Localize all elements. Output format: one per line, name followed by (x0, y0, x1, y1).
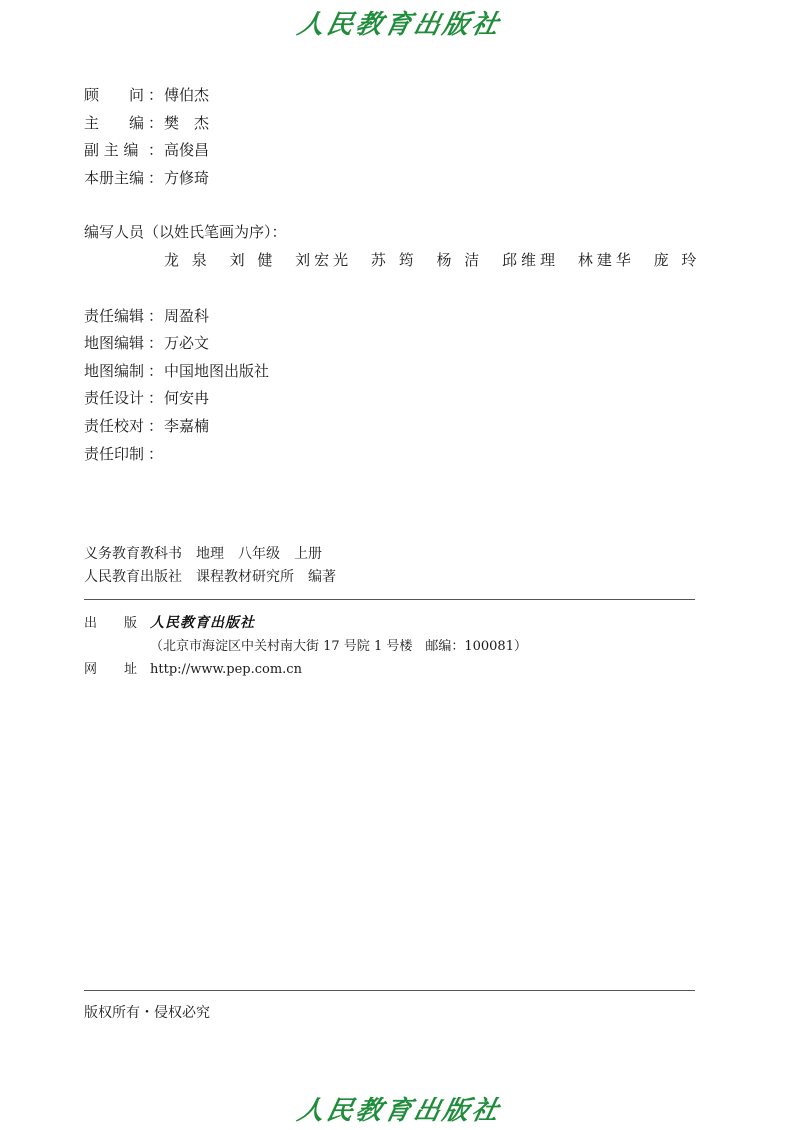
staff-colon: ： (148, 362, 164, 380)
publisher-label-ban: 版 (124, 616, 138, 631)
staff-volume-editor-label: 本册主编 (84, 169, 145, 187)
staff-colon: ： (148, 389, 164, 407)
staff-deputy-editor-name: 高俊昌 (164, 141, 210, 159)
website-url: http://www.pep.com.cn (150, 662, 302, 677)
staff-colon: ： (148, 307, 164, 325)
author-name: 庞 玲 (653, 251, 701, 269)
editor-value: 李嘉楠 (164, 417, 210, 435)
editor-label: 责任编辑 (84, 307, 145, 325)
author-name: 邱维理 (502, 251, 560, 269)
editor-value: 万必文 (164, 334, 210, 352)
publisher-address: （北京市海淀区中关村南大街 17 号院 1 号楼 邮编：100081） (150, 639, 527, 654)
book-author: 人民教育出版社 课程教材研究所 编著 (84, 569, 336, 585)
divider-top (84, 599, 695, 600)
website-label-wang: 网 (84, 662, 98, 677)
editor-label: 责任印制 (84, 445, 145, 463)
copyright-notice: 版权所有・侵权必究 (84, 1005, 210, 1021)
editor-value: 何安冉 (164, 389, 210, 407)
editor-value: 中国地图出版社 (164, 362, 270, 380)
staff-deputy-editor-label: 副 主 编 (84, 141, 139, 159)
editor-value: 周盈科 (164, 307, 210, 325)
staff-colon: ： (148, 417, 164, 435)
editor-label: 责任校对 (84, 417, 145, 435)
staff-advisor-name: 傅伯杰 (164, 86, 210, 104)
author-name: 刘 健 (229, 251, 277, 269)
footer-publisher-logo: 人民教育出版社 (294, 1096, 505, 1126)
book-title: 义务教育教科书 地理 八年级 上册 (84, 546, 322, 562)
authors-list (164, 250, 714, 270)
publisher-label-chu: 出 (84, 616, 98, 631)
staff-chief-editor-name: 樊 杰 (164, 114, 210, 132)
staff-chief-editor-label: 主 编 (84, 114, 145, 132)
editor-label: 责任设计 (84, 389, 145, 407)
staff-colon: ： (148, 141, 164, 159)
staff-colon: ： (148, 169, 164, 187)
editor-label: 地图编辑 (84, 334, 145, 352)
staff-colon: ： (148, 445, 164, 463)
authors-heading: 编写人员（以姓氏笔画为序）： (84, 223, 287, 241)
publisher-name-logo: 人民教育出版社 (150, 615, 255, 631)
author-name: 林建华 (577, 251, 635, 269)
author-name: 刘宏光 (295, 251, 353, 269)
author-name: 苏 筠 (370, 251, 418, 269)
author-name: 杨 洁 (436, 251, 484, 269)
editor-label: 地图编制 (84, 362, 145, 380)
staff-label: 顾 问 (84, 86, 145, 104)
staff-volume-editor-name: 方修琦 (164, 169, 210, 187)
staff-colon: ： (148, 114, 164, 132)
header-publisher-logo: 人民教育出版社 (294, 10, 505, 40)
staff-colon: ： (148, 334, 164, 352)
divider-bottom (84, 990, 695, 991)
author-name: 龙 泉 (164, 251, 211, 269)
website-label-zhi: 址 (124, 662, 138, 677)
staff-colon: ： (148, 86, 164, 104)
